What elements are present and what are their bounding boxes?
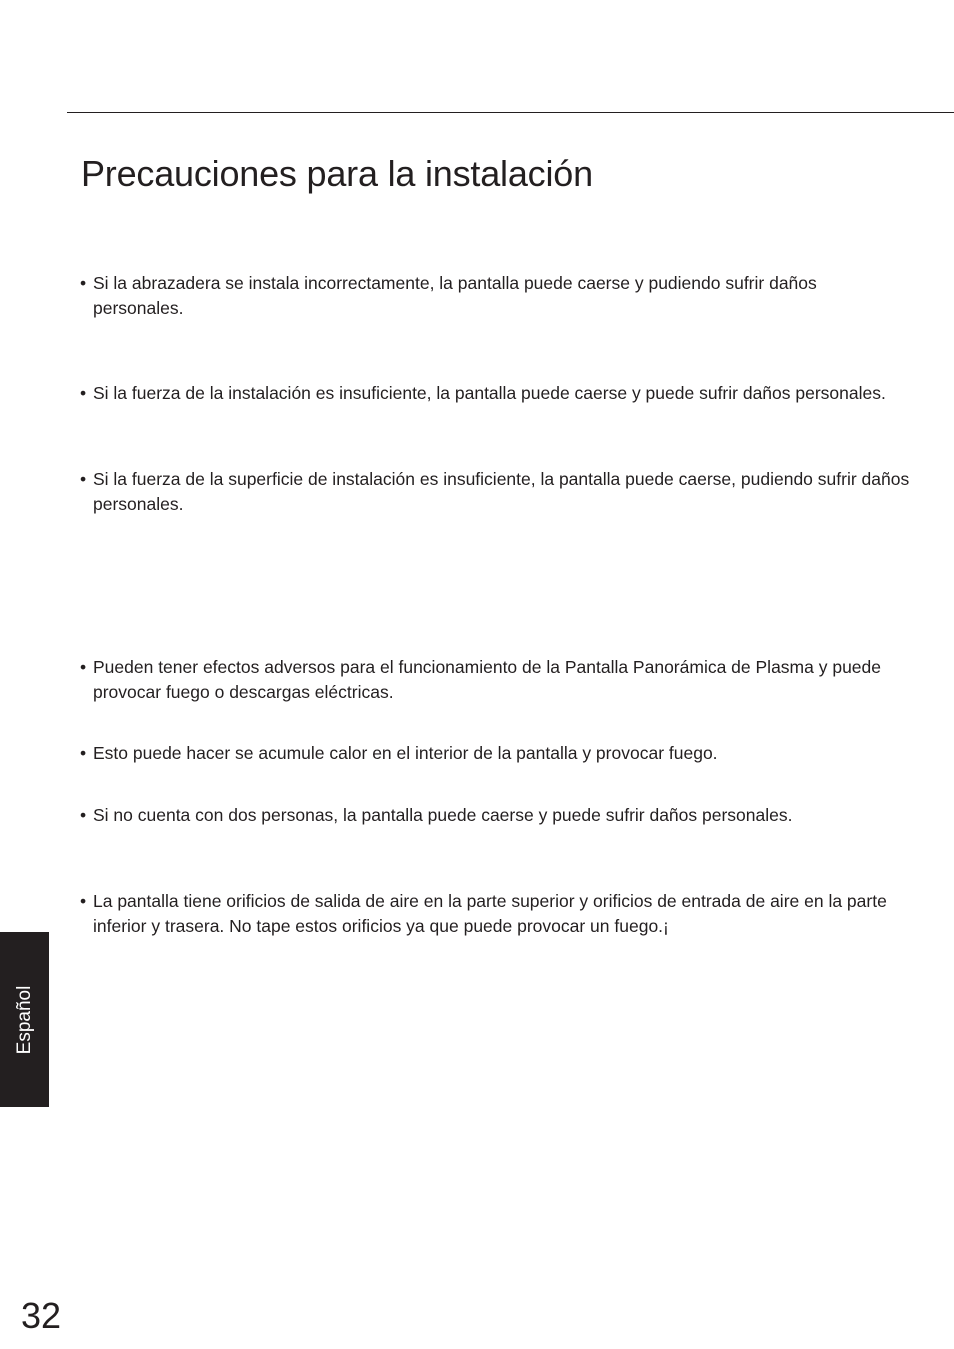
page-number: 32	[21, 1295, 62, 1336]
bullet-icon: •	[80, 891, 87, 911]
bullet-icon: •	[80, 383, 87, 403]
bullet-item	[80, 741, 910, 766]
bullet-item	[80, 271, 910, 320]
header-rule	[67, 112, 954, 113]
bullet-icon: •	[80, 805, 87, 825]
bullet-item	[80, 467, 910, 516]
bullet-icon: •	[80, 743, 87, 763]
language-side-tab	[0, 932, 49, 1107]
bullet-item	[80, 803, 910, 828]
bullet-icon: •	[80, 657, 87, 677]
bullet-item	[80, 889, 910, 938]
bullet-text: Si no cuenta con dos personas, la pantalla puede caerse y puede sufrir daños personales.	[93, 805, 793, 825]
page-title: Precauciones para la instalación	[81, 153, 593, 194]
bullet-icon: •	[80, 273, 87, 293]
bullet-icon: •	[80, 469, 87, 489]
bullet-item	[80, 655, 910, 704]
bullet-text: Si la abrazadera se instala incorrectamente, la pantalla puede caerse y pudiendo sufrir daños personales.	[93, 273, 817, 318]
bullet-text: Pueden tener efectos adversos para el funcionamiento de la Pantalla Panorámica de Plasma y puede provocar fuego o descargas eléctricas.	[93, 657, 881, 702]
bullet-item	[80, 381, 910, 406]
bullet-text: Si la fuerza de la instalación es insuficiente, la pantalla puede caerse y puede sufrir daños personales.	[93, 383, 886, 403]
bullet-text: Si la fuerza de la superficie de instalación es insuficiente, la pantalla puede caerse, pudiendo sufrir daños personales.	[93, 469, 910, 514]
bullet-text: La pantalla tiene orificios de salida de aire en la parte superior y orificios de entrada de aire en la parte inferior y trasera. No tape estos orificios ya que puede provocar un fuego.¡	[93, 891, 887, 936]
bullet-text: Esto puede hacer se acumule calor en el interior de la pantalla y provocar fuego.	[93, 743, 718, 763]
language-side-tab-label: Español	[13, 985, 35, 1054]
